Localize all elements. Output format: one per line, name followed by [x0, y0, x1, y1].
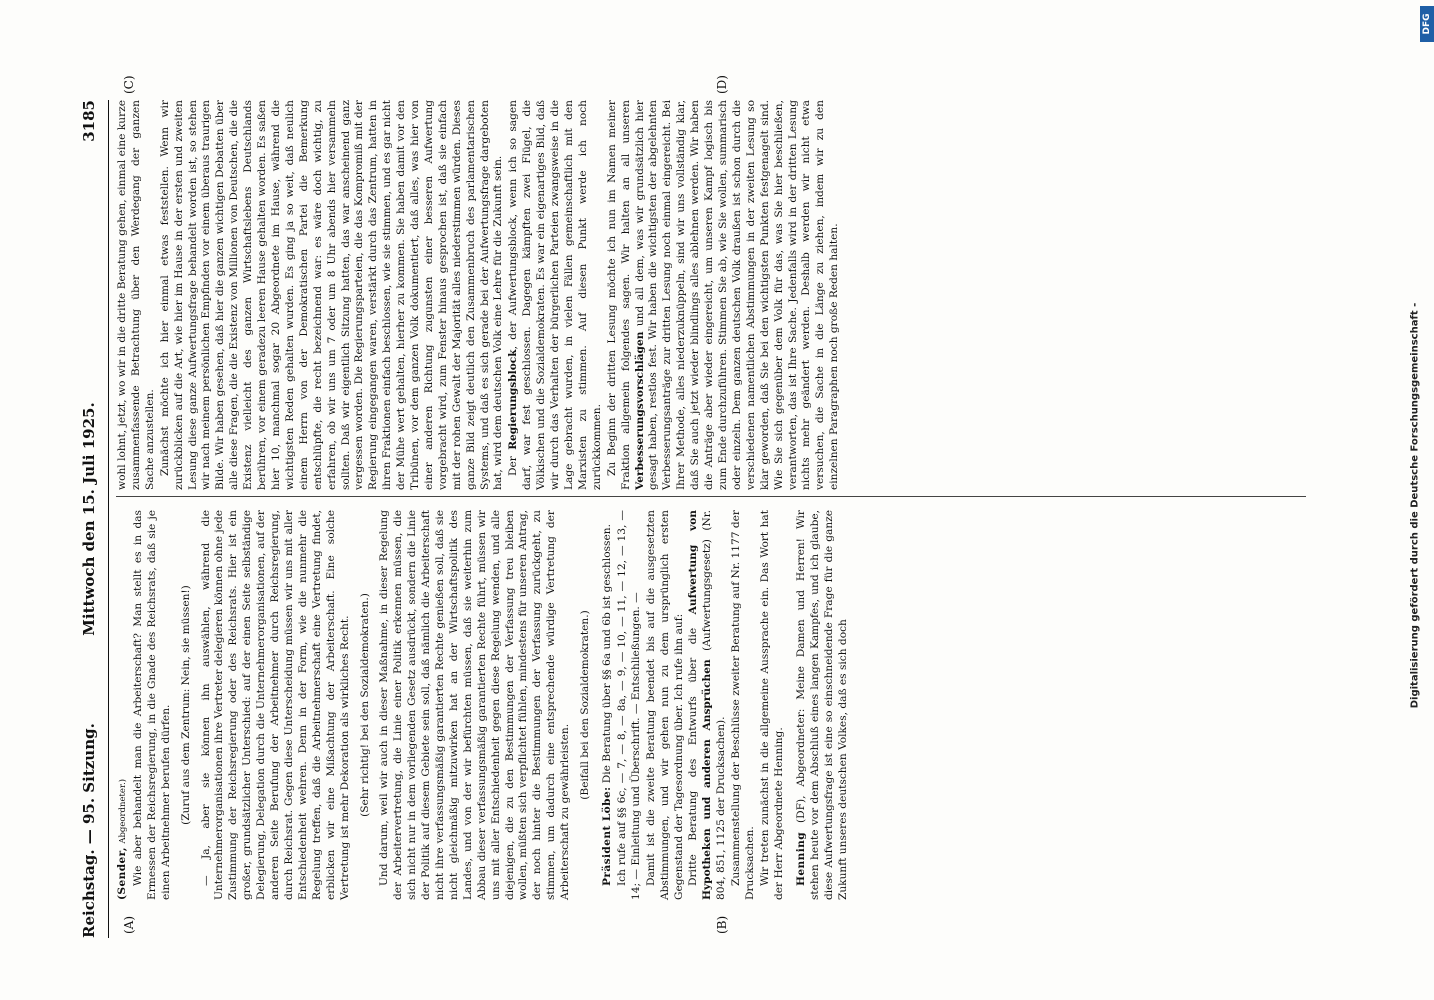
dfg-logo-badge — [1420, 6, 1434, 42]
speaker2-name: Henning — [794, 831, 807, 886]
agenda-reference: (Aufwertungsgesetz) (Nr. 804, 851, 1125 der Drucksachen). — [701, 510, 728, 900]
paragraph: Damit ist die zweite Beratung beendet bis auf die ausgesetzten Abstimmungen, und wir gehen nun zu dem ursprünglich ersten Gegenstand der Tagesordnung über. Ich rufe ihn auf: — [644, 510, 685, 900]
speaker-role: Abgeordneter.) — [118, 778, 128, 844]
margin-marker-a: (A) — [122, 915, 136, 934]
paragraph — [606, 100, 842, 490]
emphasis: Verbesserungsvorschlägen — [633, 331, 646, 490]
header-rule — [108, 100, 109, 938]
dfg-badge-label: DFG — [1422, 13, 1432, 35]
margin-marker-d: (D) — [715, 75, 729, 94]
right-column — [116, 100, 843, 490]
left-column — [116, 510, 851, 900]
text-run: Der — [507, 449, 520, 476]
column-divider — [116, 496, 1306, 497]
paragraph: — Ja, aber sie können ihn auswählen, während die Unternehmerorganisationen ihre Vertreter delegieren können ohne jede Zustimmung der Reichsregierung oder des Reichsrats. Hier ist ein großer, grundsätzlicher Unterschied: auf der einen Seite selbständige Delegierung, Delegation durch die Unternehmerorganisationen, auf der anderen Seite Berufung der Arbeitnehmer durch Reichsregierung, durch Reichsrat. Gegen diese Unterscheidung müssen wir uns mit aller Entschiedenheit wehren. Denn in der Form, wie die nunmehr die Regelung treffen, daß die Arbeitnehmerschaft eine Vertretung findet, erblicken wir eine Mißachtung der Arbeiterschaft. Eine solche Vertretung ist mehr Dekoration als wirkliches Recht. — [199, 510, 351, 900]
paragraph: Wir treten zunächst in die allgemeine Aussprache ein. Das Wort hat der Herr Abgeordnete Henning. — [758, 510, 785, 900]
interjection: (Zuruf aus dem Zentrum: Nein, sie müssen!) — [179, 585, 192, 825]
paragraph: wohl lohnt, jetzt, wo wir in die dritte Beratung gehen, einmal eine kurze zusammenfassende Betrachtung über den Werdegang der ganzen Sache anzustellen. — [116, 100, 156, 490]
page-header — [80, 100, 106, 938]
text-run: und all dem, was wir grundsätzlich hier gesagt haben, restlos fest. Wir haben die wichtigsten der abgelehnten Verbesserungsanträge zur dritten Lesung noch einmal eingereicht. Bei Ihrer Methode, alles niederzuknüppeln, sind wir uns vollständig klar, daß Sie auch jetzt wieder blindlings alles ablehnen werden. Wir haben die Anträge aber wieder eingereicht, um unseren Kampf logisch bis zum Ende durchzuführen. Stimmen Sie ab, wie Sie wollen, summarisch oder einzeln. Dem ganzen deutschen Volk draußen ist schon durch die verschiedenen namentlichen Abstimmungen in der zweiten Lesung so klar geworden, daß Sie bei den wichtigsten Punkten festgenagelt sind. Wie Sie sich gegenüber dem Volk für das, was Sie hier beschließen, verantworten, das ist Ihre Sache. Jedenfalls wird in der dritten Lesung nichts mehr geändert werden. Deshalb werden wir nicht etwa versuchen, die Sache in die Länge zu ziehen, indem wir zu den einzelnen Paragraphen noch große Reden halten. — [633, 100, 841, 490]
president-text: Die Beratung über §§ 6a und 6b ist geschlossen. — [601, 524, 613, 784]
speech-text: (DF), Abgeordneter: Meine Damen und Herren! Wir stehen heute vor dem Abschluß eines langen Kampfes, und ich glaube, diese Aufwertungsfrage ist eine so einschneidende Frage für die ganze Zukunft unseres deutschen Volkes, daß es sich doch — [794, 510, 849, 900]
paragraph: Und darum, weil wir auch in dieser Maßnahme, in dieser Regelung der Arbeitervertretung, die Linie einer Politik erkennen müssen, die sich nicht nur in dem vorliegenden Gesetz ausdrückt, sondern die Linie der Politik auf diesem Gebiete sein soll, daß nämlich die Arbeiterschaft nicht ihre verfassungsmäßig garantierten Rechte genießen soll, daß sie nicht gleichmäßig mitzuwirken hat an der Wirtschaftspolitik des Landes, und von der wir befürchten müssen, daß sie weiterhin zum Abbau dieser verfassungsmäßig garantierten Rechte führt, müssen wir uns mit aller Entschiedenheit gegen diese Regelung wenden, und alle diejenigen, die zu den Bestimmungen der Verfassung treu bleiben wollen, müßten sich verpflichtet fühlen, mindestens für unseren Antrag, der noch hinter die Bestimmungen der Verfassung zurückgeht, zu stimmen, um dadurch eine entsprechende würdige Vertretung der Arbeiterschaft zu gewährleisten. — [378, 510, 572, 900]
speech-start — [795, 510, 851, 900]
margin-marker-c: (C) — [122, 75, 136, 94]
text-run: , der Aufwertungsblock, wenn ich so sagen darf, war fest geschlossen. Dagegen kämpften zwei Flügel, die Völkischen und die Sozialdemokraten. Es war ein eigenartiges Bild, daß wir durch das Verhalten der bürgerlichen Parteien zwangsweise in die Lage gebracht wurden, in vielen Fällen gemeinschaftlich mit den Marxisten zu stimmen. Auf diesen Punkt werde ich noch zurückkommen. — [507, 100, 603, 490]
paragraph: Ich rufe auf §§ 6c, — 7, — 8, — 8a, — 9, — 10, — 11, — 12, — 13, — 14; — Einleitung und Überschrift. — Entschließungen. — — [615, 510, 642, 900]
agenda-title: Aufwertung von Hypotheken und anderen Ansprüchen — [687, 510, 714, 900]
paragraph: Zunächst möchte ich hier einmal etwas feststellen. Wenn wir zurückblicken auf die Art, wie hier im Hause in der ersten und zweiten Lesung diese ganze Aufwertungsfrage behandelt worden ist, so stehen wir nach meinem persönlichen Empfinden vor einem überaus traurigen Bilde. Wir haben gesehen, daß hier die ganzen wichtigen Debatten über alle diese Fragen, die die Existenz von Millionen von Deutschen, die die Existenz vielleicht des ganzen Wirtschaftslebens Deutschlands berühren, vor einem geradezu leeren Hause gehalten worden. Es saßen hier 10, manchmal sogar 20 Abgeordnete im Hause, während die wichtigsten Reden gehalten wurden. Es ging ja so weit, daß neulich einem Herrn von der Demokratischen Partei die Bemerkung entschlüpfte, die recht bezeichnend war: es wäre doch wichtig, zu erfahren, ob wir uns um 7 oder um 8 Uhr abends hier versammeln sollten. Daß wir eigentlich Sitzung hatten, das war anscheinend ganz vergessen worden. Die Regierungsparteien, die das Kompromiß mit der Regierung eingegangen waren, verstärkt durch das Zentrum, hatten in ihren Fraktionen einfach beschlossen, wie sie stimmen, und es gar nicht der Mühe wert gehalten, hierher zu kommen. Sie haben damit vor den Tribünen, vor dem ganzen Volk dokumentiert, daß alles, was hier von einer anderen Richtung zugunsten einer besseren Aufwertung vorgebracht wird, zum Fenster hinaus gesprochen ist, daß sie einfach mit der rohen Gewalt der Majorität alles niederstimmen würden. Dieses ganze Bild zeigt deutlich den Zusammenbruch des parlamentarischen Systems, und daß es sich gerade bei der Aufwertungsfrage dargeboten hat, wird dem deutschen Volk eine Lehre für die Zukunft sein. — [158, 100, 505, 490]
agenda-item — [687, 510, 729, 900]
paragraph: Zusammenstellung der Beschlüsse zweiter Beratung auf Nr. 1177 der Drucksachen. — [730, 510, 757, 900]
president-name: Präsident Löbe: — [601, 786, 613, 886]
header-session: Reichstag. — 95. Sitzung. — [80, 723, 98, 938]
page-number: 3185 — [80, 100, 98, 142]
digitization-credit — [1396, 0, 1434, 1000]
margin-marker-b: (B) — [715, 915, 729, 934]
applause-note: (Beifall bei den Sozialdemokraten.) — [579, 610, 592, 800]
credit-text: Digitalisierung gefördert durch die Deutsche Forschungsgemeinschaft - — [1409, 302, 1421, 709]
paragraph: Wie aber behandelt man die Arbeiterschaft? Man stellt es in das Ermessen der Reichsregierung, in die Gnade des Reichsrats, daß sie je einen Arbeitnehmer berufen dürfen. — [131, 510, 172, 900]
speaker-line — [116, 510, 131, 900]
emphasis: Regierungsblock — [507, 349, 520, 450]
agenda-text: Dritte Beratung des Entwurfs über die — [687, 614, 700, 886]
interjection: (Sehr richtig! bei den Sozialdemokraten.) — [358, 593, 371, 817]
paragraph — [507, 100, 604, 490]
text-run: Zu Beginn der dritten Lesung möchte ich nun im Namen meiner Fraktion allgemein folgendes sagen. Wir halten an all unseren — [605, 100, 632, 490]
president-paragraph — [601, 510, 615, 900]
speaker-name: (Sender, — [116, 847, 128, 900]
header-date: Mittwoch den 15. Juli 1925. — [80, 402, 98, 636]
